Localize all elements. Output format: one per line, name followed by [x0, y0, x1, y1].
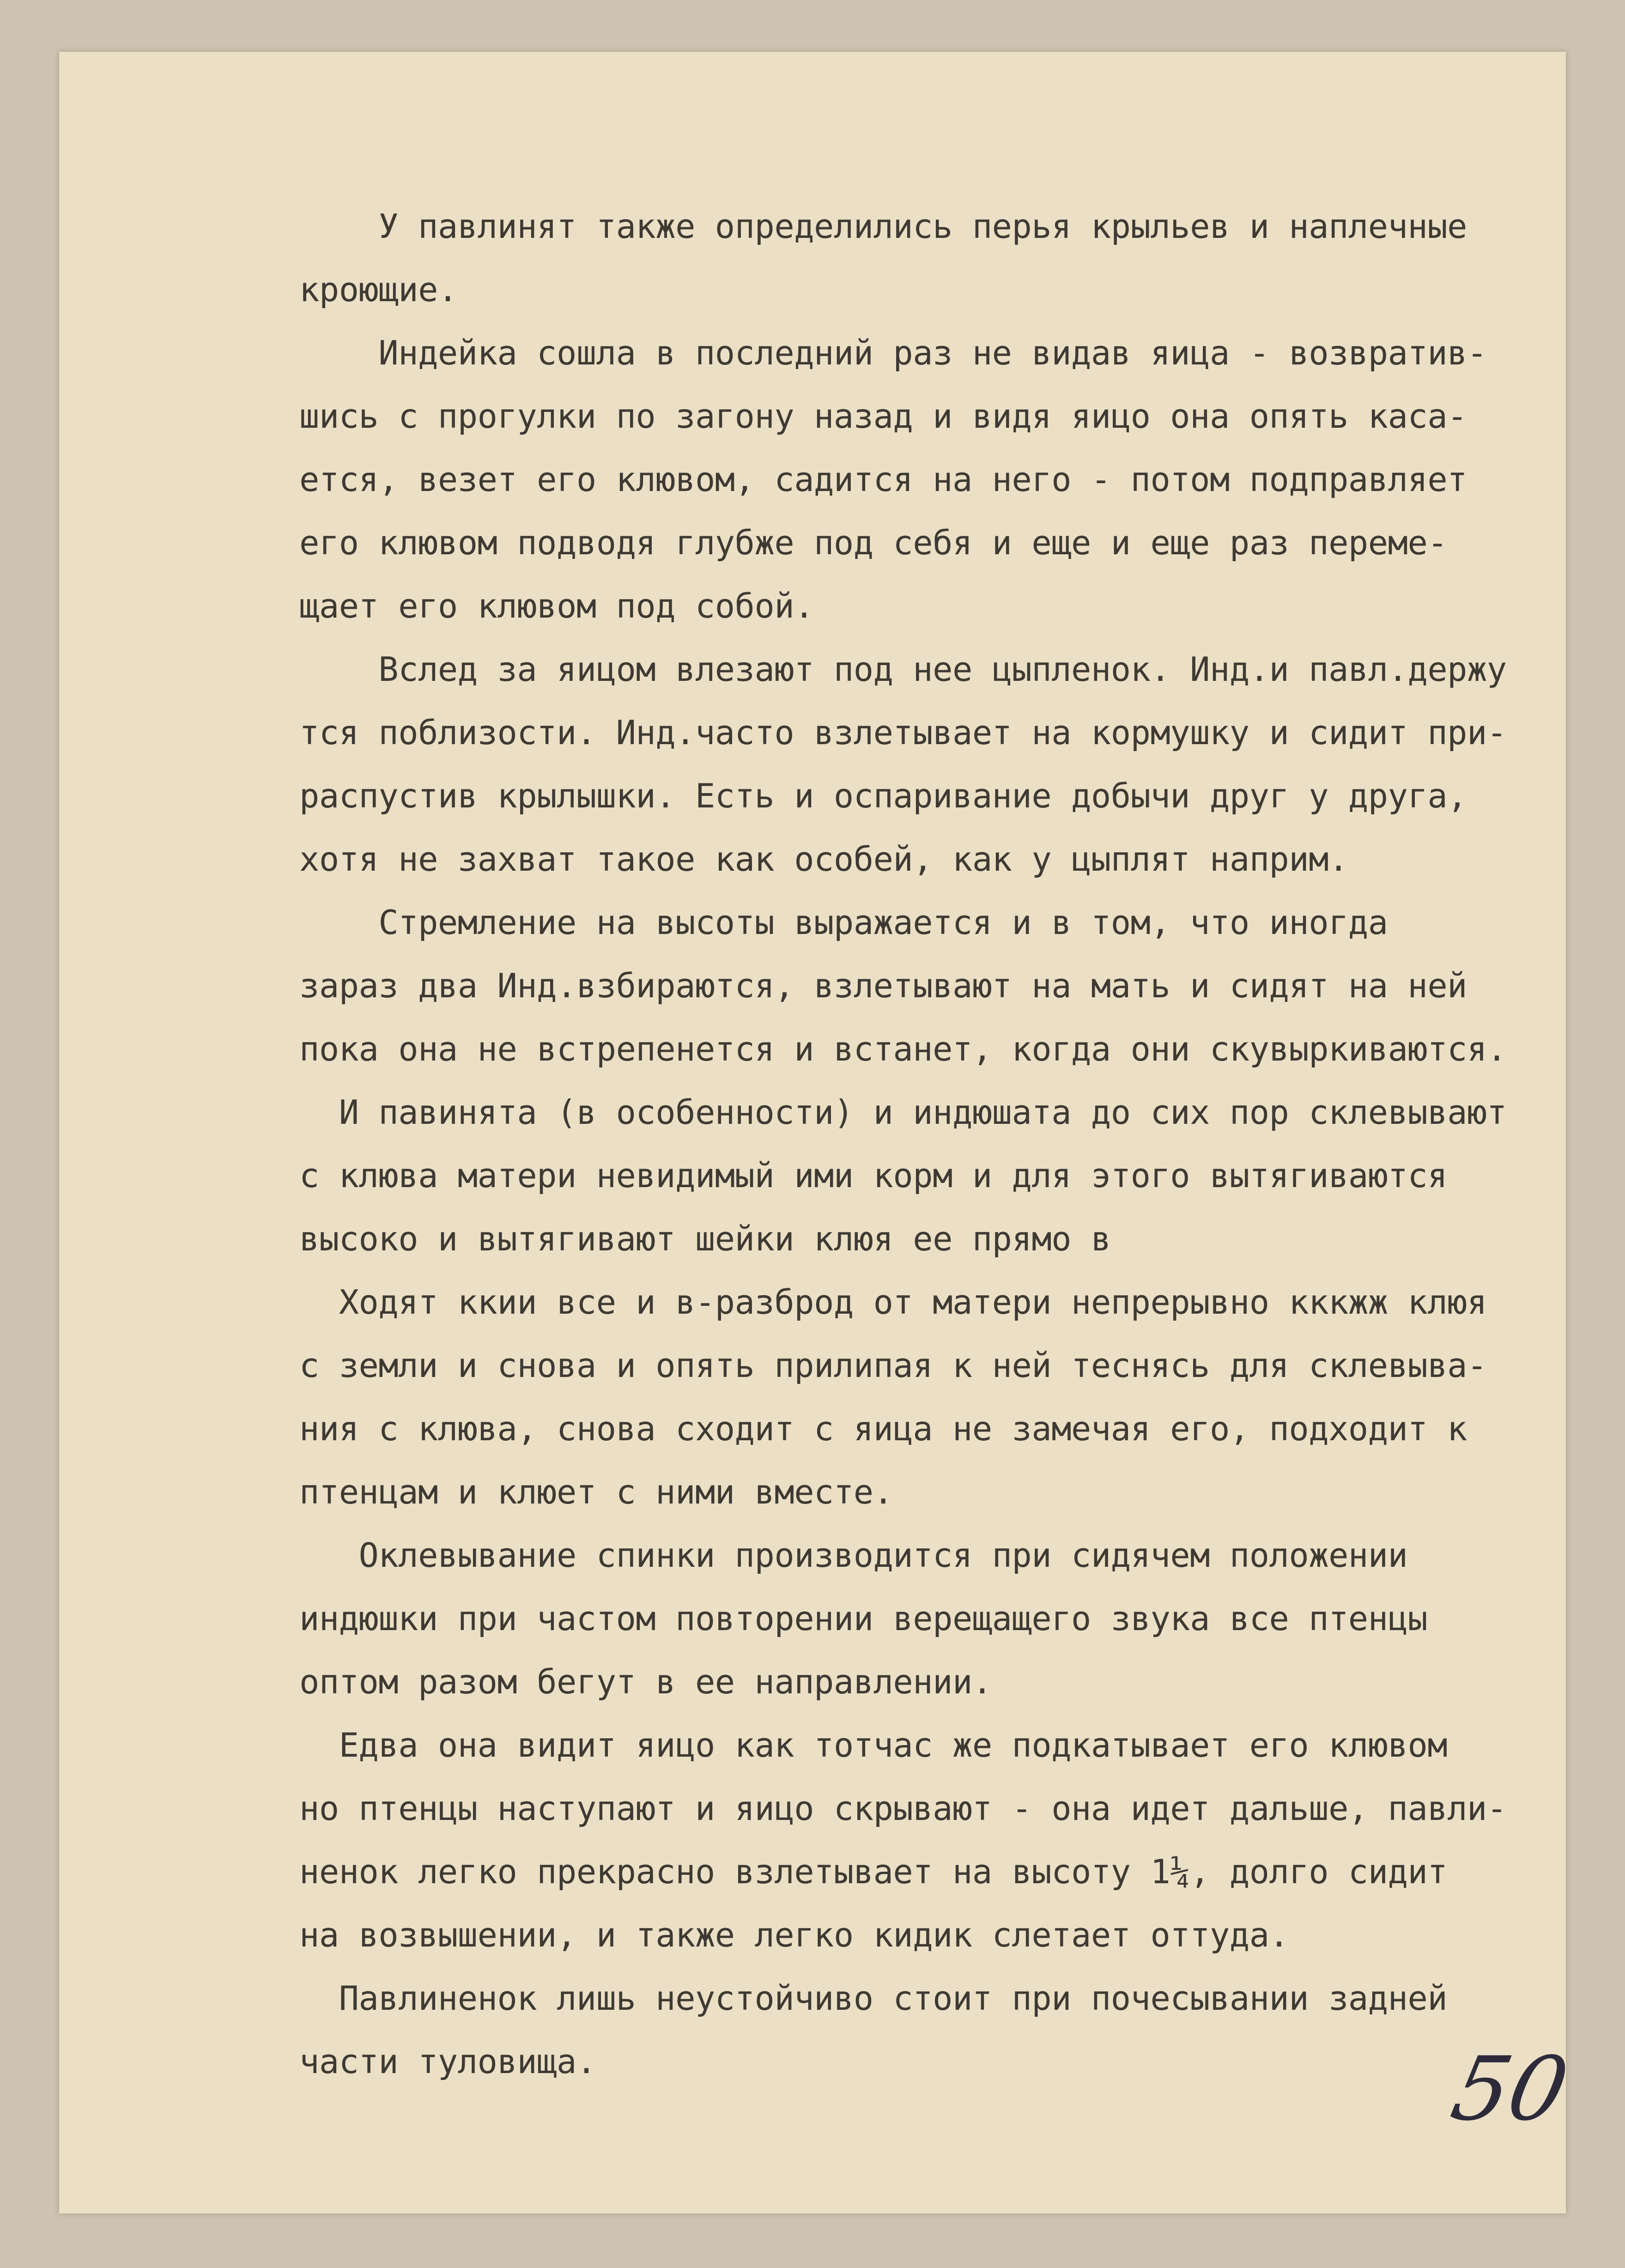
text-line: ния с клюва, снова сходит с яица не замечая его, подходит к — [299, 1409, 1467, 1448]
text-line: Ходят ккии все и в-разброд от матери непрерывно кккжж клюя — [299, 1283, 1487, 1322]
text-line: Стремление на высоты выражается и в том, что иногда — [299, 903, 1388, 942]
text-line: Индейка сошла в последний раз не видав яица - возвратив- — [299, 334, 1487, 372]
text-line: И павинята (в особенности) и индюшата до сих пор склевывают — [299, 1093, 1507, 1132]
text-line: части туловища. — [299, 2042, 596, 2081]
text-line: на возвышении, и также легко кидик слетает оттуда. — [299, 1916, 1289, 1954]
text-line: с земли и снова и опять прилипая к ней теснясь для склевыва- — [299, 1346, 1487, 1385]
text-line: хотя не захват такое как особей, как у цыплят наприм. — [299, 840, 1348, 879]
text-line: индюшки при частом повторении верещащего звука все птенцы — [299, 1599, 1428, 1638]
text-line: его клювом подводя глубже под себя и еще и еще раз переме- — [299, 523, 1448, 562]
text-line: кроющие. — [299, 270, 458, 309]
text-line: распустив крылышки. Есть и оспаривание добычи друг у друга, — [299, 776, 1467, 815]
text-line: пока она не встрепенется и встанет, когда они скувыркиваются. — [299, 1030, 1507, 1068]
text-line: Вслед за яицом влезают под нее цыпленок. Инд.и павл.держу — [299, 650, 1507, 689]
text-line: Едва она видит яицо как тотчас же подкатывает его клювом — [299, 1726, 1448, 1765]
text-line: ненок легко прекрасно взлетывает на высоту 1¼, долго сидит — [299, 1852, 1448, 1891]
text-line: шись с прогулки по загону назад и видя яицо она опять каса- — [299, 397, 1467, 436]
text-line: Оклевывание спинки производится при сидячем положении — [299, 1536, 1408, 1575]
text-line: но птенцы наступают и яицо скрывают - она идет дальше, павли- — [299, 1789, 1507, 1828]
text-line: тся поблизости. Инд.часто взлетывает на кормушку и сидит при- — [299, 713, 1507, 752]
document-page — [59, 52, 1577, 2213]
page-number: 50 — [1443, 2038, 1577, 2140]
text-line: щает его клювом под собой. — [299, 587, 814, 625]
text-line: ется, везет его клювом, садится на него - потом подправляет — [299, 460, 1467, 499]
text-line: высоко и вытягивают шейки клюя ее прямо в — [299, 1219, 1111, 1258]
text-line: У павлинят также определились перья крыльев и наплечные — [299, 207, 1467, 246]
text-line: зараз два Инд.взбираются, взлетывают на мать и сидят на ней — [299, 966, 1467, 1005]
text-line: птенцам и клюет с ними вместе. — [299, 1473, 893, 1511]
text-line: оптом разом бегут в ее направлении. — [299, 1662, 992, 1701]
text-line: Павлиненок лишь неустойчиво стоит при почесывании задней — [299, 1979, 1448, 2018]
text-line: с клюва матери невидимый ими корм и для этого вытягиваются — [299, 1156, 1448, 1195]
